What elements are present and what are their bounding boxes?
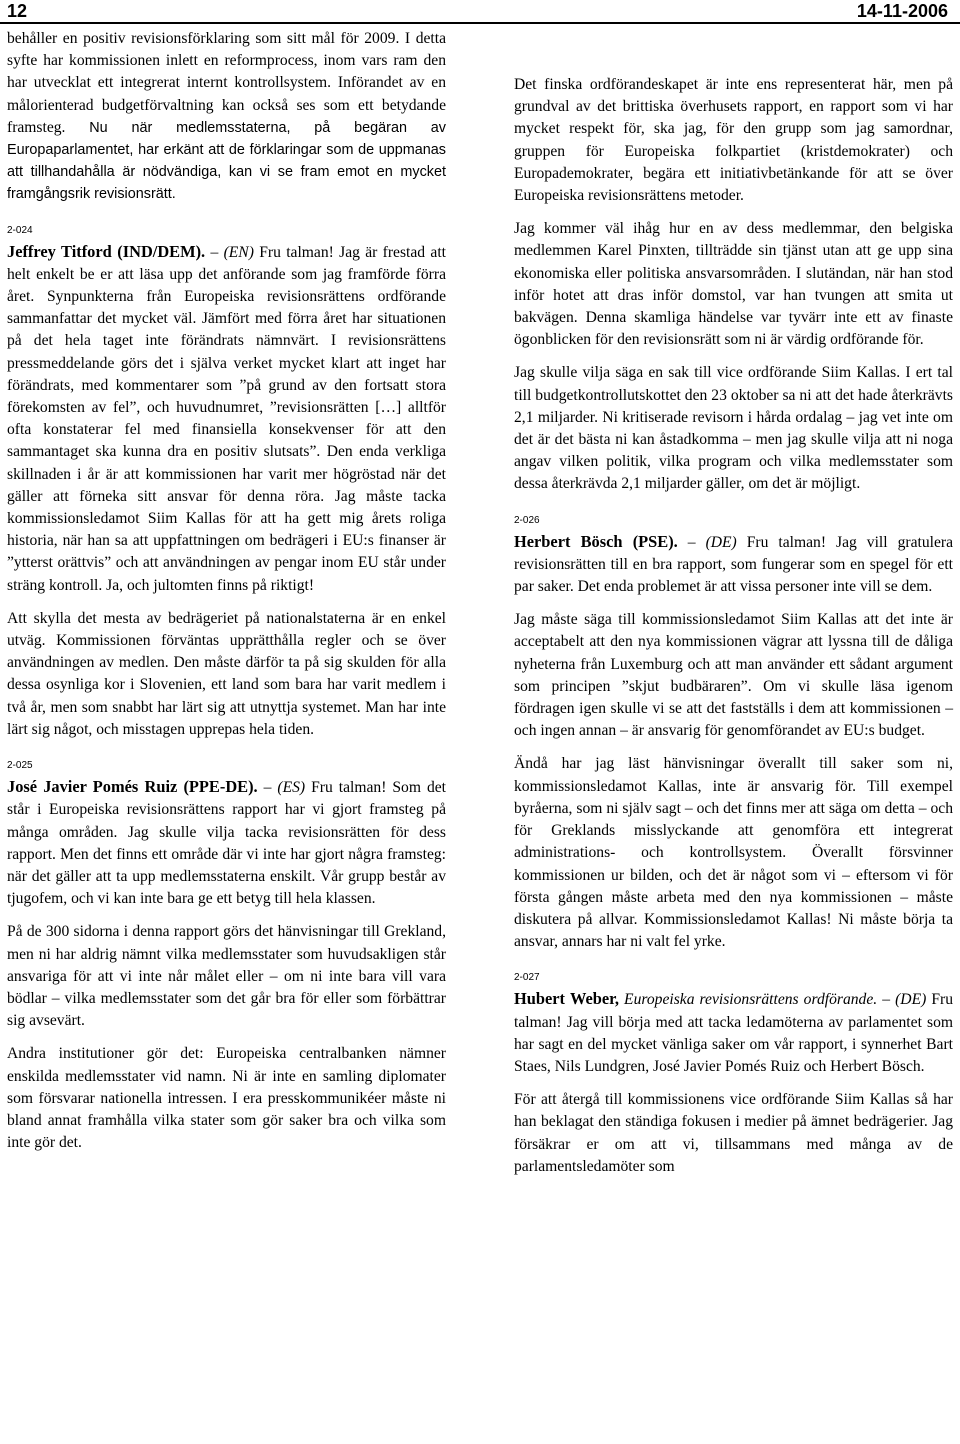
language-code: (EN) <box>223 243 254 261</box>
speech-number: 2-025 <box>7 760 33 772</box>
paragraph-text-sans: Nu när medlemsstaterna, på begäran av Europaparlamentet, har erkänt att de förklaringar som de uppmanas att tillhandahålla är nödvändiga, kan vi se fram emot en mycket framgångsrik revisionsrätt. <box>7 119 447 203</box>
paragraph: Jag kommer väl ihåg hur en av dess medlemmar, den belgiska medlemmen Karel Pinxten, tillträdde sin tjänst utan att ge upp sina ekonomiska eller politiska ansvarsområden. I slutändan, när han stod inför hotet att dras inför domstol, var han tvungen att smita ut bakvägen. Denna skamliga händelse var tyvärr inte ett av finaste ögonblicken för den revisionsrätt som ni är värdig ordförande för. <box>514 220 953 349</box>
paragraph: Andra institutioner gör det: Europeiska centralbanken nämner enskilda medlemsstater vid namn. Ni är inte en samling diplomater som försvarar nationella intressen. I era presskommunikéer måste ni bland annat framhålla vilka stater som gör saker bra och vilka som inte gör det. <box>7 1045 446 1152</box>
speech-paragraph <box>514 531 953 599</box>
speaker-name: Herbert Bösch (PSE). <box>514 531 678 551</box>
page-header <box>0 0 960 24</box>
paragraph: Jag måste säga till kommissionsledamot Siim Kallas att det inte är acceptabelt att den nya kommissionen vägrar att lyssna till de dåliga nyheterna från Luxemburg och att man använder ett sådant argument som principen ”skjut budbäraren”. Om vi skulle läsa igenom fördragen igen skulle vi se att det fastställs i dem att kommissionen – och ingen annan – är ansvarig för genomförandet av EU:s budget. <box>514 611 953 740</box>
speech-number: 2-024 <box>7 224 33 236</box>
speech-paragraph <box>7 241 446 597</box>
paragraph: För att återgå till kommissionens vice ordförande Siim Kallas så har han beklagat den ständiga fokusen i medier på ämnet bedrägerier. Jag försäkrar er om att vi, tillsammans med många av de parlamentsledamöter som <box>514 1091 953 1175</box>
speech-text: Fru talman! Jag är frestad att helt enkelt be er att läsa upp det anförande som jag framförde förra året. Synpunkterna från Europeiska revisionsrättens ordförande sammanfattar det mycket väl. Jämfört med förra året har situationen på det hela taget inte förändrats nämnvärt. I revisionsrättens pressmeddelande görs det i själva verket mycket klart att inget har förändrats, med kommentarer som ”på grund av den fortsatt stora förekomsten av fel”, och huvudnumret, ”revisionsrätten […] alltför ofta konstaterar fel med finansiella konsekvenser för att den sammantaget ska kunna dra en positiv slutsats”. Den enda verkliga skillnaden i år är att kommissionen har varit mer högröstad när det gäller att förneka sitt ansvar för denna röra. Jag måste tacka kommissionsledamot Siim Kallas för att ha gett mig årets roliga historia, när han sa att uppfattningen om bedrägeri i EU:s finanser är ”ytterst orättvis” och att användningen av pengar inom EU står under sträng kontroll. Ja, och jultomten finns på riktigt! <box>7 243 447 594</box>
speech-text: Fru talman! Jag vill gratulera revisionsrätten till en bra rapport, som fungerar som en spegel för ett par saker. Det enda problemet är att vissa personer inte vill se dem. <box>514 533 953 596</box>
dash: – <box>677 533 706 551</box>
dash: – <box>877 991 896 1009</box>
language-code: (ES) <box>277 779 306 797</box>
speech-number: 2-026 <box>514 514 540 526</box>
speaker-name: Jeffrey Titford (IND/DEM). <box>7 241 206 261</box>
left-column <box>7 28 446 1154</box>
paragraph: På de 300 sidorna i denna rapport görs det hänvisningar till Grekland, men ni har aldrig nämnt vilka medlemsstater som huvudsakligen står ansvariga för att vi inte når målet eller – om ni inte bara vill vara bödlar – vilka medlemsstater som det går bra för eller som förbättrar sig avsevärt. <box>7 923 446 1030</box>
page-number: 12 <box>7 1 28 21</box>
language-code: (DE) <box>895 991 927 1009</box>
language-code: (DE) <box>705 533 737 551</box>
speech-number: 2-027 <box>514 972 540 984</box>
paragraph: Att skylla det mesta av bedrägeriet på nationalstaterna är en enkel utväg. Kommissionen förväntas upprätthålla regler och se över användningen av medlen. Den måste därför ta på sig skulden för alla dessa osynliga kor i Slovenien, ett land som bara har varit medlem i två år, men som snabbt har lärt sig att utnyttja systemet. Man har inte lärt sig något, och misstagen upprepas hela tiden. <box>7 609 446 738</box>
paragraph: Det finska ordförandeskapet är inte ens representerat här, men på grundval av det brittiska överhusets rapport, en rapport som vi har mycket respekt för, ska jag, för den grupp som jag samordnar, gruppen för Europeiska folkpartiet (kristdemokrater) och Europademokrater, begära ett initiativbetänkande för att se över Europeiska revisionsrättens metoder. <box>514 76 953 205</box>
paragraph <box>7 28 446 206</box>
speech-paragraph <box>7 776 446 910</box>
speaker-name: Hubert Weber, <box>514 989 619 1009</box>
speech-paragraph <box>514 988 953 1078</box>
speech-text: Fru talman! Som det står i Europeiska revisionsrättens rapport har vi gjort framsteg på många områden. Jag skulle vilja tacka revisionsrätten för dess rapport. Men det finns ett område där vi inte har gjort några framsteg: när det gäller att ta upp medlemsstaterna enskilt. Vår grupp består av tjugofem, och vi kan inte bara ge ett betyg till hela klassen. <box>7 779 446 908</box>
speaker-role: Europeiska revisionsrättens ordförande. <box>618 991 878 1009</box>
speech-text: Fru talman! Jag vill börja med att tacka ledamöterna av parlamentet som har sagt en del mycket vänliga saker om vår rapport, i synnerhet Bart Staes, Nils Lundgren, José Javier Pomés Ruiz och Herbert Bösch. <box>514 991 954 1075</box>
right-column <box>514 74 953 1178</box>
dash: – <box>257 779 278 797</box>
paragraph: Jag skulle vilja säga en sak till vice ordförande Siim Kallas. I ert tal till budgetkontrollutskottet den 23 oktober sa ni att det hade återkrävts 2,1 miljarder. Ni kritiserade revisorn i hårda ordalag – jag vet inte om det är det bästa ni kan åstadkomma – men jag skulle vilja att ni noga angav vilken politik, vilka program och vilka medlemsstater som dessa återkrävda 2,1 miljarder gäller, om det är möjligt. <box>514 364 953 493</box>
dash: – <box>205 243 224 261</box>
session-date: 14-11-2006 <box>856 1 948 21</box>
paragraph-text: behåller en positiv revisionsförklaring som sitt mål för 2009. I detta syfte har kommissionen inlett en reformprocess, inom vars ram den har utvecklat ett integrerat internt kontrollsystem. Införandet av en målorienterad budgetförvaltning kan också ses som ett betydande framsteg. <box>7 30 446 136</box>
speaker-name: José Javier Pomés Ruiz (PPE-DE). <box>7 777 258 797</box>
paragraph: Ändå har jag läst hänvisningar överallt till saker som ni, kommissionsledamot Kallas, inte är ansvarig för. Till exempel byråerna, som ni själv sagt – och det finns mer att säga om detta – och för Greklands misslyckande att genomföra ett integrerat administrations- och kontrollsystem. Överallt försvinner kommissionen ur bilden, och det är något som vi – eftersom vi för första gången måste arbeta med den nya kommissionen – måste diskutera på allvar. Kommissionsledamot Kallas! Ni måste börja ta ansvar, annars har ni valt fel yrke. <box>514 755 953 951</box>
